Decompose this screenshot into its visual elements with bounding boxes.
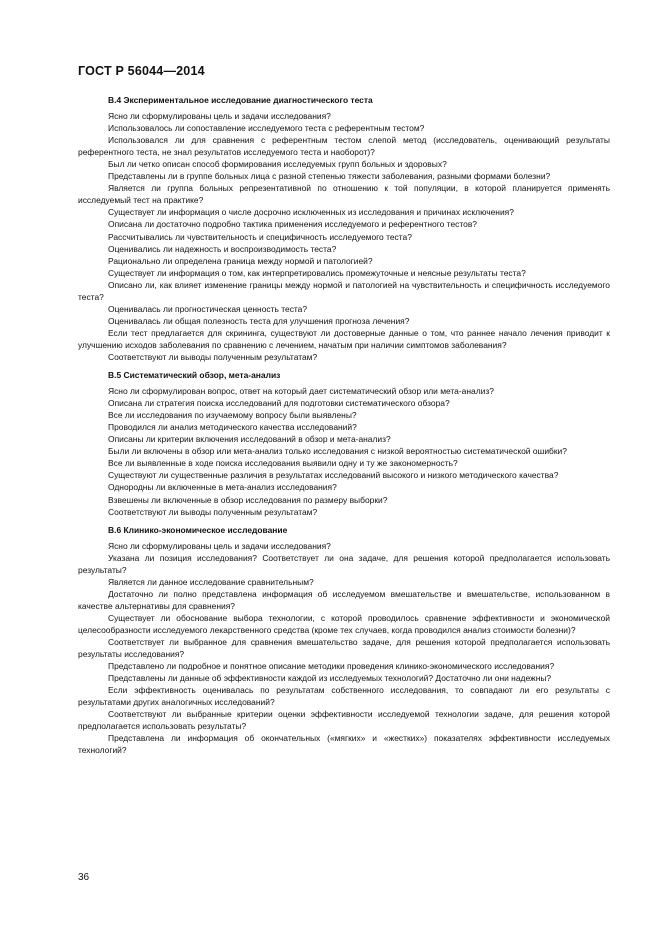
question-paragraph: Описано ли, как влияет изменение границы между нормой и патологией на чувствительность и специфичность исследуемого теста? bbox=[78, 279, 610, 302]
question-paragraph: Соответствуют ли выводы полученным результатам? bbox=[108, 351, 318, 362]
question-paragraph: Представлены ли данные об эффективности каждой из исследуемых технологий? Достаточно ли они надежны? bbox=[108, 673, 552, 684]
question-paragraph: Описана ли стратегия поиска исследований для подготовки систематического обзора? bbox=[108, 398, 450, 409]
question-paragraph: Если тест предлагается для скрининга, существуют ли достоверные данные о том, что раннее начало лечения приводит к улучшению исходов заболевания по сравнению с лечением, начатым при наличии симптомов заболевания? bbox=[78, 327, 610, 350]
question-paragraph: Описана ли достаточно подробно тактика применения исследуемого и референтного тестов? bbox=[108, 219, 477, 230]
section-title: В.4 Экспериментальное исследование диагностического теста bbox=[108, 95, 373, 105]
question-paragraph: Оценивались ли надежность и воспроизводимость теста? bbox=[108, 243, 337, 254]
page-number: 36 bbox=[78, 872, 90, 883]
question-paragraph: Описаны ли критерии включения исследований в обзор и мета-анализ? bbox=[108, 434, 391, 445]
question-paragraph: Если эффективность оценивалась по результатам собственного исследования, то совпадают ли его результаты с результатами других аналогичных исследований? bbox=[78, 685, 610, 708]
question-paragraph: Ясно ли сформулированы цель и задачи исследования? bbox=[108, 111, 331, 122]
question-paragraph: Существует ли обоснование выбора технологии, с которой проводилось сравнение эффективности и экономической целесообразности исследуемого лекарственного средства (кроме тех случаев, когда проводился анализ стоимости болезни)? bbox=[78, 612, 610, 635]
standard-header: ГОСТ Р 56044—2014 bbox=[78, 64, 205, 78]
question-paragraph: Существуют ли существенные различия в результатах исследований высокого и низкого методического качества? bbox=[108, 470, 559, 481]
question-paragraph: Взвешены ли включенные в обзор исследования по размеру выборки? bbox=[108, 494, 388, 505]
question-paragraph: Оценивалась ли прогностическая ценность теста? bbox=[108, 303, 308, 314]
question-paragraph: Соответствует ли выбранное для сравнения вмешательство задаче, для решения которой предполагается использовать результаты исследования? bbox=[78, 637, 610, 660]
question-paragraph: Однородны ли включенные в мета-анализ исследования? bbox=[108, 482, 337, 493]
question-paragraph: Является ли данное исследование сравнительным? bbox=[108, 576, 314, 587]
section-title: В.6 Клинико-экономическое исследование bbox=[108, 524, 288, 535]
question-paragraph: Представлены ли в группе больных лица с разной степенью тяжести заболевания, разными формами болезни? bbox=[108, 171, 551, 182]
question-paragraph: Ясно ли сформулированы цель и задачи исследования? bbox=[108, 540, 331, 551]
question-paragraph: Представлено ли подробное и понятное описание методики проведения клинико-экономического исследования? bbox=[108, 661, 555, 672]
question-paragraph: Использовался ли для сравнения с референтным тестом слепой метод (исследователь, оценивающий результаты референтного теста, не знал результатов исследуемого теста и наоборот)? bbox=[78, 135, 610, 158]
question-paragraph: Существует ли информация о том, как интерпретировались промежуточные и неясные результаты теста? bbox=[108, 267, 526, 278]
question-paragraph: Является ли группа больных репрезентативной по отношению к той популяции, в которой планируется применять исследуемый тест на практике? bbox=[78, 183, 610, 206]
question-paragraph: Указана ли позиция исследования? Соответствует ли она задаче, для решения которой предполагается использовать результаты? bbox=[78, 552, 610, 575]
section-title: В.5 Систематический обзор, мета-анализ bbox=[108, 370, 281, 381]
question-paragraph: Использовалось ли сопоставление исследуемого теста с референтным тестом? bbox=[108, 123, 425, 134]
question-paragraph: Рационально ли определена граница между нормой и патологией? bbox=[108, 255, 373, 266]
document-body bbox=[78, 93, 610, 756]
question-paragraph: Все ли исследования по изучаемому вопросу были выявлены? bbox=[108, 410, 357, 421]
question-paragraph: Были ли включены в обзор или мета-анализ только исследования с низкой вероятностью систематической ошибки? bbox=[108, 446, 567, 457]
question-paragraph: Рассчитывались ли чувствительность и специфичность исследуемого теста? bbox=[108, 231, 412, 242]
question-paragraph: Соответствуют ли выбранные критерии оценки эффективности исследуемой технологии задаче, для решения которой предполагается использовать результаты? bbox=[78, 709, 610, 732]
question-paragraph: Оценивалась ли общая полезность теста для улучшения прогноза лечения? bbox=[108, 315, 410, 326]
question-paragraph: Существует ли информация о числе досрочно исключенных из исследования и причинах исключения? bbox=[108, 207, 514, 218]
question-paragraph: Представлена ли информация об окончательных («мягких» и «жестких») показателях эффективности исследуемых технологий? bbox=[78, 733, 610, 756]
question-paragraph: Был ли четко описан способ формирования исследуемых групп больных и здоровых? bbox=[108, 159, 447, 170]
question-paragraph: Проводился ли анализ методического качества исследований? bbox=[108, 422, 357, 433]
question-paragraph: Ясно ли сформулирован вопрос, ответ на который дает систематический обзор или мета-анализ? bbox=[108, 386, 494, 397]
question-paragraph: Достаточно ли полно представлена информация об исследуемом вмешательстве и вмешательстве, использованном в качестве альтернативы для сравнения? bbox=[78, 588, 610, 611]
question-paragraph: Все ли выявленные в ходе поиска исследования выявили одну и ту же закономерность? bbox=[108, 458, 458, 469]
question-paragraph: Соответствуют ли выводы полученным результатам? bbox=[108, 506, 318, 517]
